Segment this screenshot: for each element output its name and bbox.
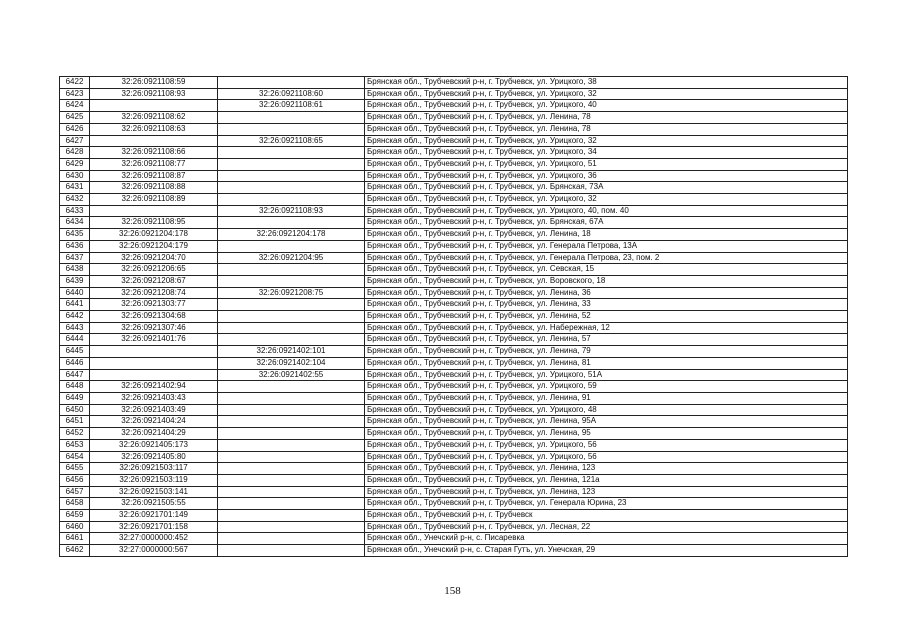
- linked-cadastral-number-cell: [218, 404, 365, 416]
- row-number-cell: 6456: [60, 474, 90, 486]
- row-number-cell: 6443: [60, 322, 90, 334]
- cadastral-number-cell: 32:26:0921108:93: [90, 88, 218, 100]
- table-row: [60, 392, 848, 404]
- linked-cadastral-number-cell: [218, 147, 365, 159]
- linked-cadastral-number-cell: [218, 533, 365, 545]
- table-row: [60, 205, 848, 217]
- row-number-cell: 6461: [60, 533, 90, 545]
- table-row: [60, 123, 848, 135]
- cadastral-number-cell: 32:26:0921108:59: [90, 77, 218, 89]
- table-row: [60, 510, 848, 522]
- cadastral-number-cell: 32:26:0921405:80: [90, 451, 218, 463]
- row-number-cell: 6459: [60, 510, 90, 522]
- cadastral-number-cell: 32:26:0921303:77: [90, 299, 218, 311]
- cadastral-number-cell: [90, 346, 218, 358]
- row-number-cell: 6422: [60, 77, 90, 89]
- cadastral-number-cell: 32:26:0921404:24: [90, 416, 218, 428]
- linked-cadastral-number-cell: 32:26:0921108:60: [218, 88, 365, 100]
- cadastral-number-cell: 32:26:0921108:89: [90, 194, 218, 206]
- table-row: [60, 334, 848, 346]
- linked-cadastral-number-cell: [218, 158, 365, 170]
- table-row: [60, 463, 848, 475]
- cadastral-number-cell: 32:26:0921304:68: [90, 311, 218, 323]
- linked-cadastral-number-cell: [218, 392, 365, 404]
- address-cell: Брянская обл., Трубчевский р-н, г. Трубчевск, ул. Генерала Петрова, 23, пом. 2: [365, 252, 848, 264]
- address-cell: Брянская обл., Трубчевский р-н, г. Трубчевск, ул. Ленина, 36: [365, 287, 848, 299]
- address-cell: Брянская обл., Трубчевский р-н, г. Трубчевск, ул. Ленина, 18: [365, 229, 848, 241]
- table-row: [60, 369, 848, 381]
- linked-cadastral-number-cell: 32:26:0921402:101: [218, 346, 365, 358]
- table-row: [60, 521, 848, 533]
- cadastral-number-cell: 32:26:0921208:67: [90, 275, 218, 287]
- cadastral-number-cell: 32:26:0921503:119: [90, 474, 218, 486]
- row-number-cell: 6440: [60, 287, 90, 299]
- address-cell: Брянская обл., Трубчевский р-н, г. Трубчевск, ул. Генерала Юрина, 23: [365, 498, 848, 510]
- address-cell: Брянская обл., Трубчевский р-н, г. Трубчевск, ул. Урицкого, 51А: [365, 369, 848, 381]
- address-cell: Брянская обл., Трубчевский р-н, г. Трубчевск, ул. Урицкого, 59: [365, 381, 848, 393]
- cadastral-number-cell: 32:26:0921701:158: [90, 521, 218, 533]
- cadastral-number-cell: 32:26:0921402:94: [90, 381, 218, 393]
- cadastral-number-cell: 32:26:0921401:76: [90, 334, 218, 346]
- address-cell: Брянская обл., Трубчевский р-н, г. Трубчевск, ул. Ленина, 78: [365, 123, 848, 135]
- linked-cadastral-number-cell: [218, 334, 365, 346]
- table-row: [60, 194, 848, 206]
- table-row: [60, 357, 848, 369]
- row-number-cell: 6448: [60, 381, 90, 393]
- address-cell: Брянская обл., Трубчевский р-н, г. Трубчевск, ул. Генерала Петрова, 13А: [365, 240, 848, 252]
- linked-cadastral-number-cell: [218, 439, 365, 451]
- cadastral-number-cell: 32:26:0921404:29: [90, 428, 218, 440]
- address-cell: Брянская обл., Трубчевский р-н, г. Трубчевск, ул. Урицкого, 56: [365, 451, 848, 463]
- address-cell: Брянская обл., Трубчевский р-н, г. Трубчевск, ул. Урицкого, 36: [365, 170, 848, 182]
- address-cell: Брянская обл., Унечский р-н, с. Писаревка: [365, 533, 848, 545]
- row-number-cell: 6423: [60, 88, 90, 100]
- table-row: [60, 346, 848, 358]
- row-number-cell: 6430: [60, 170, 90, 182]
- table-row: [60, 287, 848, 299]
- cadastral-number-cell: 32:26:0921108:63: [90, 123, 218, 135]
- row-number-cell: 6438: [60, 264, 90, 276]
- address-cell: Брянская обл., Трубчевский р-н, г. Трубчевск, ул. Брянская, 67А: [365, 217, 848, 229]
- row-number-cell: 6446: [60, 357, 90, 369]
- address-cell: Брянская обл., Трубчевский р-н, г. Трубчевск, ул. Ленина, 81: [365, 357, 848, 369]
- table-row: [60, 100, 848, 112]
- cadastral-number-cell: 32:26:0921108:95: [90, 217, 218, 229]
- linked-cadastral-number-cell: 32:26:0921402:104: [218, 357, 365, 369]
- row-number-cell: 6442: [60, 311, 90, 323]
- linked-cadastral-number-cell: [218, 275, 365, 287]
- address-cell: Брянская обл., Трубчевский р-н, г. Трубчевск, ул. Урицкого, 32: [365, 88, 848, 100]
- table-row: [60, 229, 848, 241]
- address-cell: Брянская обл., Трубчевский р-н, г. Трубчевск, ул. Урицкого, 56: [365, 439, 848, 451]
- cadastral-number-cell: 32:26:0921204:178: [90, 229, 218, 241]
- table-row: [60, 474, 848, 486]
- cadastral-number-cell: [90, 205, 218, 217]
- table-row: [60, 498, 848, 510]
- address-cell: Брянская обл., Трубчевский р-н, г. Трубчевск, ул. Ленина, 57: [365, 334, 848, 346]
- table-row: [60, 416, 848, 428]
- cadastral-number-cell: [90, 100, 218, 112]
- cadastral-number-cell: [90, 135, 218, 147]
- cadastral-number-cell: 32:27:0000000:567: [90, 545, 218, 557]
- row-number-cell: 6431: [60, 182, 90, 194]
- linked-cadastral-number-cell: [218, 463, 365, 475]
- table-row: [60, 264, 848, 276]
- linked-cadastral-number-cell: 32:26:0921204:95: [218, 252, 365, 264]
- table-row: [60, 158, 848, 170]
- address-cell: Брянская обл., Трубчевский р-н, г. Трубчевск, ул. Урицкого, 40: [365, 100, 848, 112]
- cadastral-number-cell: 32:26:0921503:141: [90, 486, 218, 498]
- linked-cadastral-number-cell: 32:26:0921108:61: [218, 100, 365, 112]
- linked-cadastral-number-cell: [218, 474, 365, 486]
- table-row: [60, 217, 848, 229]
- cadastral-number-cell: 32:26:0921204:179: [90, 240, 218, 252]
- cadastral-number-cell: 32:26:0921108:62: [90, 112, 218, 124]
- table-row: [60, 299, 848, 311]
- linked-cadastral-number-cell: [218, 486, 365, 498]
- linked-cadastral-number-cell: [218, 299, 365, 311]
- row-number-cell: 6452: [60, 428, 90, 440]
- linked-cadastral-number-cell: [218, 311, 365, 323]
- table-row: [60, 404, 848, 416]
- address-cell: Брянская обл., Трубчевский р-н, г. Трубчевск, ул. Урицкого, 32: [365, 135, 848, 147]
- cadastral-number-cell: [90, 369, 218, 381]
- address-cell: Брянская обл., Трубчевский р-н, г. Трубчевск, ул. Урицкого, 40, пом. 40: [365, 205, 848, 217]
- linked-cadastral-number-cell: [218, 182, 365, 194]
- address-cell: Брянская обл., Трубчевский р-н, г. Трубчевск, ул. Урицкого, 34: [365, 147, 848, 159]
- row-number-cell: 6439: [60, 275, 90, 287]
- row-number-cell: 6451: [60, 416, 90, 428]
- address-cell: Брянская обл., Трубчевский р-н, г. Трубчевск, ул. Ленина, 95: [365, 428, 848, 440]
- cadastral-number-cell: 32:26:0921403:43: [90, 392, 218, 404]
- linked-cadastral-number-cell: 32:26:0921204:178: [218, 229, 365, 241]
- row-number-cell: 6433: [60, 205, 90, 217]
- cadastral-number-cell: 32:26:0921403:49: [90, 404, 218, 416]
- table-row: [60, 486, 848, 498]
- address-cell: Брянская обл., Трубчевский р-н, г. Трубчевск, ул. Ленина, 121а: [365, 474, 848, 486]
- linked-cadastral-number-cell: [218, 77, 365, 89]
- registry-table-body: [60, 77, 848, 557]
- cadastral-number-cell: 32:26:0921503:117: [90, 463, 218, 475]
- linked-cadastral-number-cell: 32:26:0921208:75: [218, 287, 365, 299]
- linked-cadastral-number-cell: [218, 322, 365, 334]
- linked-cadastral-number-cell: [218, 451, 365, 463]
- address-cell: Брянская обл., Трубчевский р-н, г. Трубчевск: [365, 510, 848, 522]
- table-row: [60, 381, 848, 393]
- cadastral-number-cell: 32:26:0921108:87: [90, 170, 218, 182]
- address-cell: Брянская обл., Трубчевский р-н, г. Трубчевск, ул. Ленина, 78: [365, 112, 848, 124]
- linked-cadastral-number-cell: [218, 240, 365, 252]
- address-cell: Брянская обл., Унечский р-н, с. Старая Гутъ, ул. Унечская, 29: [365, 545, 848, 557]
- linked-cadastral-number-cell: [218, 416, 365, 428]
- table-row: [60, 439, 848, 451]
- cadastral-number-cell: 32:26:0921108:88: [90, 182, 218, 194]
- linked-cadastral-number-cell: [218, 170, 365, 182]
- table-row: [60, 428, 848, 440]
- row-number-cell: 6447: [60, 369, 90, 381]
- table-row: [60, 252, 848, 264]
- linked-cadastral-number-cell: [218, 217, 365, 229]
- linked-cadastral-number-cell: [218, 498, 365, 510]
- table-row: [60, 170, 848, 182]
- address-cell: Брянская обл., Трубчевский р-н, г. Трубчевск, ул. Ленина, 95А: [365, 416, 848, 428]
- linked-cadastral-number-cell: [218, 112, 365, 124]
- address-cell: Брянская обл., Трубчевский р-н, г. Трубчевск, ул. Ленина, 91: [365, 392, 848, 404]
- row-number-cell: 6458: [60, 498, 90, 510]
- address-cell: Брянская обл., Трубчевский р-н, г. Трубчевск, ул. Урицкого, 38: [365, 77, 848, 89]
- linked-cadastral-number-cell: [218, 123, 365, 135]
- cadastral-number-cell: 32:26:0921108:77: [90, 158, 218, 170]
- address-cell: Брянская обл., Трубчевский р-н, г. Трубчевск, ул. Урицкого, 32: [365, 194, 848, 206]
- cadastral-number-cell: [90, 357, 218, 369]
- row-number-cell: 6427: [60, 135, 90, 147]
- address-cell: Брянская обл., Трубчевский р-н, г. Трубчевск, ул. Ленина, 52: [365, 311, 848, 323]
- row-number-cell: 6437: [60, 252, 90, 264]
- address-cell: Брянская обл., Трубчевский р-н, г. Трубчевск, ул. Урицкого, 48: [365, 404, 848, 416]
- table-row: [60, 77, 848, 89]
- table-row: [60, 112, 848, 124]
- row-number-cell: 6434: [60, 217, 90, 229]
- cadastral-number-cell: 32:26:0921701:149: [90, 510, 218, 522]
- row-number-cell: 6457: [60, 486, 90, 498]
- address-cell: Брянская обл., Трубчевский р-н, г. Трубчевск, ул. Лесная, 22: [365, 521, 848, 533]
- row-number-cell: 6435: [60, 229, 90, 241]
- table-row: [60, 451, 848, 463]
- cadastral-number-cell: 32:26:0921307:46: [90, 322, 218, 334]
- table-row: [60, 545, 848, 557]
- linked-cadastral-number-cell: [218, 510, 365, 522]
- row-number-cell: 6429: [60, 158, 90, 170]
- table-row: [60, 275, 848, 287]
- row-number-cell: 6450: [60, 404, 90, 416]
- cadastral-number-cell: 32:26:0921505:55: [90, 498, 218, 510]
- address-cell: Брянская обл., Трубчевский р-н, г. Трубчевск, ул. Ленина, 79: [365, 346, 848, 358]
- cadastral-number-cell: 32:26:0921108:66: [90, 147, 218, 159]
- row-number-cell: 6462: [60, 545, 90, 557]
- linked-cadastral-number-cell: [218, 521, 365, 533]
- row-number-cell: 6444: [60, 334, 90, 346]
- table-row: [60, 182, 848, 194]
- registry-table: [59, 76, 848, 557]
- linked-cadastral-number-cell: 32:26:0921402:55: [218, 369, 365, 381]
- address-cell: Брянская обл., Трубчевский р-н, г. Трубчевск, ул. Набережная, 12: [365, 322, 848, 334]
- linked-cadastral-number-cell: [218, 381, 365, 393]
- row-number-cell: 6436: [60, 240, 90, 252]
- linked-cadastral-number-cell: [218, 428, 365, 440]
- row-number-cell: 6428: [60, 147, 90, 159]
- page-number: 158: [444, 585, 461, 597]
- row-number-cell: 6441: [60, 299, 90, 311]
- address-cell: Брянская обл., Трубчевский р-н, г. Трубчевск, ул. Брянская, 73А: [365, 182, 848, 194]
- row-number-cell: 6454: [60, 451, 90, 463]
- row-number-cell: 6424: [60, 100, 90, 112]
- row-number-cell: 6460: [60, 521, 90, 533]
- cadastral-number-cell: 32:26:0921405:173: [90, 439, 218, 451]
- linked-cadastral-number-cell: 32:26:0921108:93: [218, 205, 365, 217]
- table-row: [60, 147, 848, 159]
- row-number-cell: 6432: [60, 194, 90, 206]
- linked-cadastral-number-cell: 32:26:0921108:65: [218, 135, 365, 147]
- row-number-cell: 6449: [60, 392, 90, 404]
- table-row: [60, 311, 848, 323]
- cadastral-number-cell: 32:26:0921204:70: [90, 252, 218, 264]
- cadastral-number-cell: 32:26:0921206:65: [90, 264, 218, 276]
- row-number-cell: 6426: [60, 123, 90, 135]
- table-row: [60, 135, 848, 147]
- table-row: [60, 322, 848, 334]
- row-number-cell: 6445: [60, 346, 90, 358]
- table-row: [60, 88, 848, 100]
- address-cell: Брянская обл., Трубчевский р-н, г. Трубчевск, ул. Ленина, 33: [365, 299, 848, 311]
- address-cell: Брянская обл., Трубчевский р-н, г. Трубчевск, ул. Ленина, 123: [365, 486, 848, 498]
- linked-cadastral-number-cell: [218, 194, 365, 206]
- address-cell: Брянская обл., Трубчевский р-н, г. Трубчевск, ул. Ленина, 123: [365, 463, 848, 475]
- row-number-cell: 6425: [60, 112, 90, 124]
- cadastral-number-cell: 32:26:0921208:74: [90, 287, 218, 299]
- table-row: [60, 533, 848, 545]
- address-cell: Брянская обл., Трубчевский р-н, г. Трубчевск, ул. Урицкого, 51: [365, 158, 848, 170]
- row-number-cell: 6455: [60, 463, 90, 475]
- linked-cadastral-number-cell: [218, 264, 365, 276]
- linked-cadastral-number-cell: [218, 545, 365, 557]
- cadastral-number-cell: 32:27:0000000:452: [90, 533, 218, 545]
- address-cell: Брянская обл., Трубчевский р-н, г. Трубчевск, ул. Воровского, 18: [365, 275, 848, 287]
- table-row: [60, 240, 848, 252]
- row-number-cell: 6453: [60, 439, 90, 451]
- address-cell: Брянская обл., Трубчевский р-н, г. Трубчевск, ул. Севская, 15: [365, 264, 848, 276]
